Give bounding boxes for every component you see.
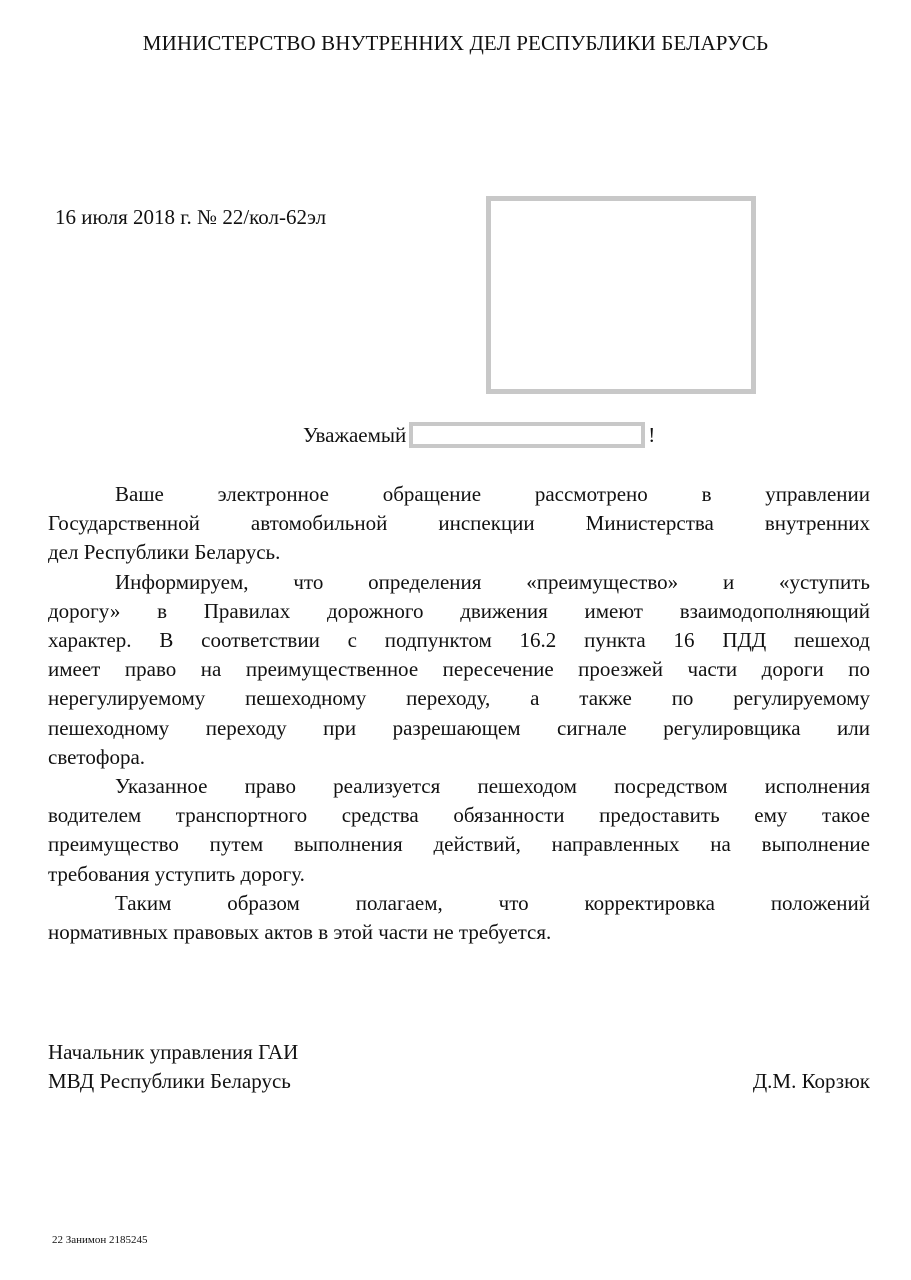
signer-position-line1: Начальник управления ГАИ [48,1040,299,1064]
footer-note: 22 Занимон 2185245 [52,1234,148,1246]
text-line: характер. В соответствии с подпунктом 16.2 пункта 16 ПДД пешеход [48,628,870,653]
text-line: пешеходному переходу при разрешающем сигнале регулировщика или [48,715,870,740]
text-line: Указанное право реализуется пешеходом посредством исполнения [115,774,870,799]
text-line: нормативных правовых актов в этой части не требуется. [48,920,552,945]
signer-name: Д.М. Корзюк [752,1069,870,1093]
text-line: Государственной автомобильной инспекции Министерства внутренних [48,511,870,536]
signer-position-line2: МВД Республики Беларусь [48,1069,291,1093]
text-line: Ваше электронное обращение рассмотрено в управлении [115,482,870,506]
salutation-prefix: Уважаемый [303,422,407,447]
text-line: дел Республики Беларусь. [48,540,281,565]
letter-body [48,480,870,947]
text-line: водителем транспортного средства обязанности предоставить ему такое [48,803,870,828]
text-line: преимущество путем выполнения действий, направленных на выполнение [48,832,870,857]
paragraph [48,568,870,772]
text-line: светофора. [48,744,146,769]
text-line: дорогу» в Правилах дорожного движения имеют взаимодополняющий [48,598,870,623]
redacted-address-box [486,196,756,394]
text-line: имеет право на преимущественное пересечение проезжей части дороги по [48,657,870,682]
text-line: Информируем, что определения «преимущество» и «уступить [115,569,870,594]
paragraph [48,480,870,568]
date-reference: 16 июля 2018 г. № 22/кол-62эл [55,205,327,229]
signature-block [48,1038,870,1096]
text-line: требования уступить дорогу. [48,861,305,886]
text-line: нерегулируемому пешеходному переходу, а также по регулируемому [48,686,870,711]
ministry-header: МИНИСТЕРСТВО ВНУТРЕННИХ ДЕЛ РЕСПУБЛИКИ БЕЛАРУСЬ [142,31,769,55]
salutation [303,422,655,448]
text-line: Таким образом полагаем, что корректировка положений [115,890,870,915]
redacted-name-box [409,422,645,448]
paragraph [48,772,870,889]
salutation-suffix: ! [648,422,656,447]
paragraph [48,889,870,947]
